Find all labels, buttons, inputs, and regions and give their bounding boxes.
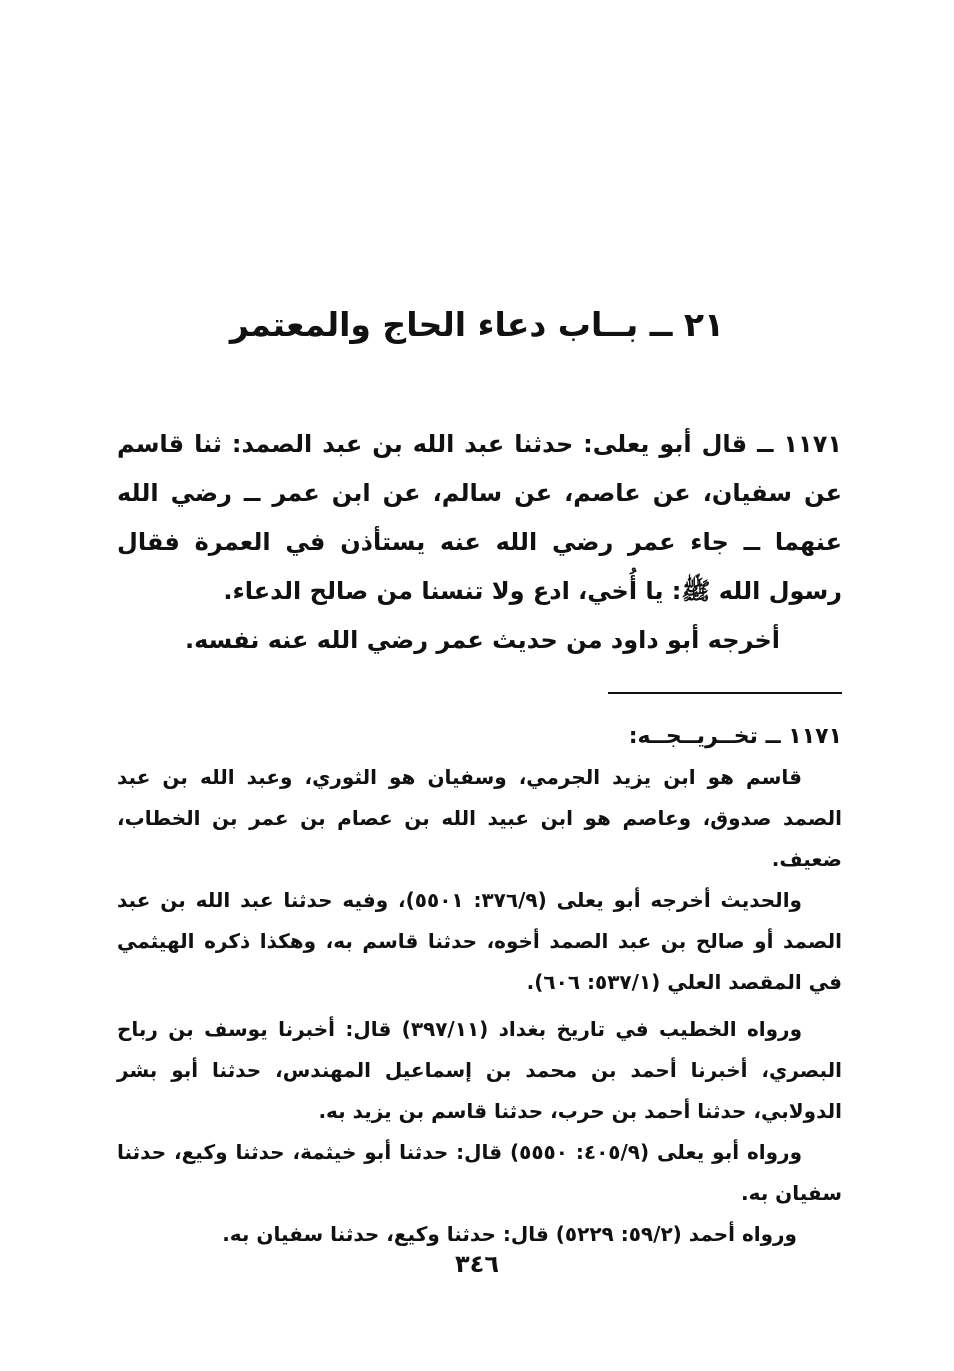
hadith-block — [117, 420, 842, 665]
footnote-paragraph: ورواه أبو يعلى (٤٠٥/٩: ٥٥٥٠) قال: حدثنا أبو خيثمة، حدثنا وكيع، حدثنا سفيان به. — [117, 1140, 842, 1205]
footnote-paragraph: ورواه أحمد (٥٩/٢: ٥٢٢٩) قال: حدثنا وكيع، حدثنا سفيان به. — [222, 1222, 797, 1246]
footnote-paragraph: قاسم هو ابن يزيد الجرمي، وسفيان هو الثوري، وعبد الله بن عبد الصمد صدوق، وعاصم هو ابن عبيد الله بن عصام بن عمر بن الخطاب، ضعيف. — [117, 765, 842, 871]
hadith-text: ١١٧١ ــ قال أبو يعلى: حدثنا عبد الله بن عبد الصمد: ثنا قاسم عن سفيان، عن عاصم، عن سالم، عن ابن عمر ــ رضي الله عنهما ــ جاء عمر رضي الله عنه يستأذن في العمرة فقال رسول الله ﷺ: يا أُخي، ادع ولا تنسنا من صالح الدعاء. — [117, 430, 842, 605]
page-number: ٣٤٦ — [455, 1250, 499, 1278]
chapter-title: ٢١ ــ بــاب دعاء الحاج والمعتمر — [229, 305, 725, 344]
footnote-title: ١١٧١ ــ تخــريــجــه: — [628, 724, 842, 749]
footnote-paragraph: ورواه الخطيب في تاريخ بغداد (٣٩٧/١١) قال: أخبرنا يوسف بن رباح البصري، أخبرنا أحمد بن محمد بن إسماعيل المهندس، حدثنا أبو بشر الدولابي، حدثنا أحمد بن حرب، حدثنا قاسم بن يزيد به. — [117, 1017, 842, 1123]
footnotes-block — [117, 716, 842, 1255]
footnote-paragraph: والحديث أخرجه أبو يعلى (٣٧٦/٩: ٥٥٠١)، وفيه حدثنا عبد الله بن عبد الصمد أو صالح بن عبد الصمد أخوه، حدثنا قاسم به، وهكذا ذكره الهيثمي في المقصد العلي (٥٣٧/١: ٦٠٦). — [117, 888, 842, 994]
footnote-separator — [608, 692, 842, 694]
hadith-source: أخرجه أبو داود من حديث عمر رضي الله عنه نفسه. — [184, 626, 780, 654]
